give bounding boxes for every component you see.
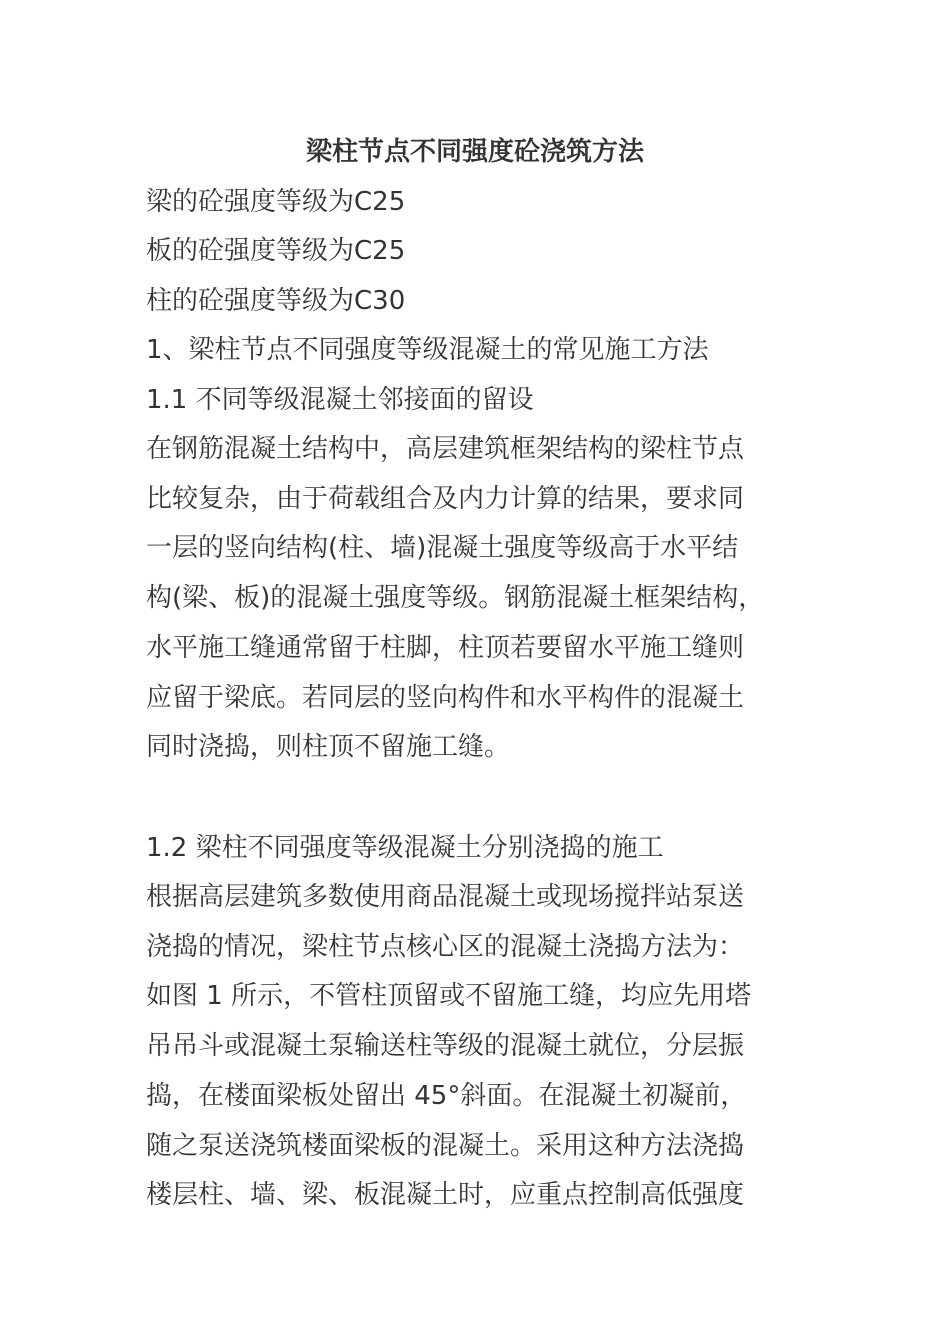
paragraph-line: 构(梁、板)的混凝土强度等级。钢筋混凝土框架结构， (146, 583, 765, 614)
paragraph-line: 比较复杂，由于荷载组合及内力计算的结果，要求同 (146, 483, 745, 514)
paragraph-line: 楼层柱、墙、梁、板混凝土时，应重点控制高低强度 (146, 1180, 745, 1211)
beam-grade-line: 梁的砼强度等级为C25 (146, 187, 406, 217)
paragraph-line: 吊吊斗或混凝土泵输送柱等级的混凝土就位，分层振 (146, 1031, 745, 1062)
section-1-heading: 1、梁柱节点不同强度等级混凝土的常见施工方法 (146, 335, 709, 365)
paragraph-line: 浇捣的情况，梁柱节点核心区的混凝土浇捣方法为： (146, 931, 745, 962)
paragraph-line: 根据高层建筑多数使用商品混凝土或现场搅拌站泵送 (146, 882, 745, 912)
section-1-1-paragraph (146, 425, 796, 773)
paragraph-line: 捣，在楼面梁板处留出 45°斜面。在混凝土初凝前， (146, 1080, 747, 1111)
paragraph-line: 如图 1 所示，不管柱顶留或不留施工缝，均应先用塔 (146, 981, 752, 1012)
paragraph-line: 同时浇捣，则柱顶不留施工缝。 (146, 732, 511, 763)
section-1-1-heading: 1.1 不同等级混凝土邻接面的留设 (146, 385, 534, 415)
column-grade-line: 柱的砼强度等级为C30 (146, 286, 406, 316)
document-title: 梁柱节点不同强度砼浇筑方法 (305, 137, 644, 167)
paragraph-line: 水平施工缝通常留于柱脚，柱顶若要留水平施工缝则 (146, 632, 745, 663)
slab-grade-line: 板的砼强度等级为C25 (146, 236, 406, 266)
section-1-2-paragraph (146, 873, 796, 1221)
paragraph-line: 应留于梁底。若同层的竖向构件和水平构件的混凝土 (146, 682, 745, 713)
paragraph-line: 随之泵送浇筑楼面梁板的混凝土。采用这种方法浇捣 (146, 1130, 745, 1161)
section-1-2-heading: 1.2 梁柱不同强度等级混凝土分别浇捣的施工 (146, 833, 664, 863)
paragraph-line: 一层的竖向结构(柱、墙)混凝土强度等级高于水平结 (146, 533, 739, 564)
paragraph-line: 在钢筋混凝土结构中，高层建筑框架结构的梁柱节点 (146, 434, 745, 464)
